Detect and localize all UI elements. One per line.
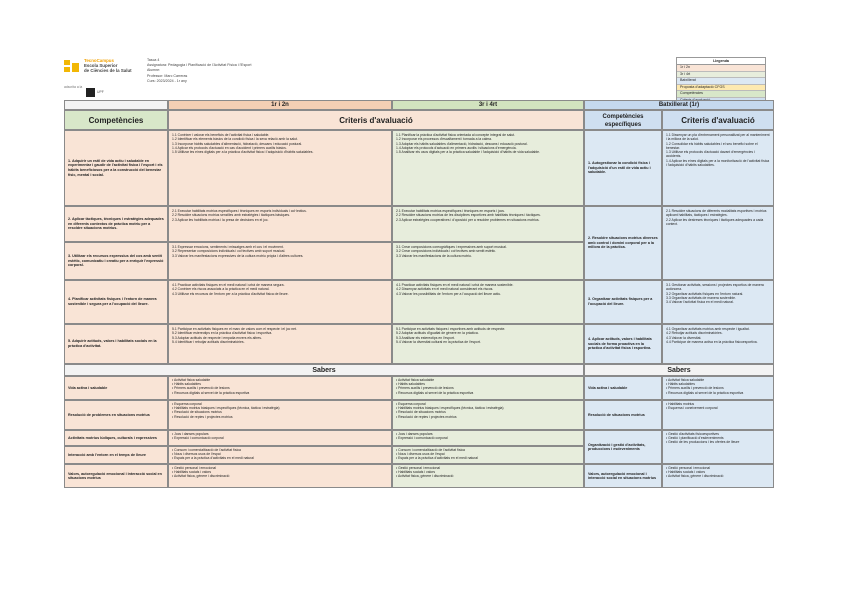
col-competencies-batx: Competències específiques	[584, 110, 662, 130]
legend-item: Batxillerat	[677, 78, 765, 85]
meta-line: Alumne:	[147, 68, 161, 73]
competence-cell-batx: 1. Autogestionar la condició física i l'adquisició d'un estil de vida actiu i saludable.	[584, 130, 662, 206]
saber-content: • Consum i comercialització de l'activitat física • Nous i diversos usos de l'espai • Espais per a la pràctica d'activitats en el medi natural	[168, 446, 392, 464]
saber-content-batx: • Gestió d'activitats físicoesportives • Gestió i planificació d'esdeveniments • Gestió de les produccions i les ofertes de lleure	[662, 430, 774, 464]
legend-item: Competències	[677, 91, 765, 98]
saber-content: • Gestió personal i emocional • Habilitats socials i valors • Activitat física, gènere i discriminació	[168, 464, 392, 488]
criteria-cell-batx: 1.1 Dissenyar un pla d'entrenament personalitzat per al manteniment i la millora de la salut. 1.2 Consolidar els hàbits saludables i el seu benefici sobre el benestar. 1.3 Utilitzar els protocols d'actuació davant d'emergències i accidents. 1.4 Aplicar les eines digitals per a la monitorització de l'activitat física i l'adquisició d'hàbits saludables.	[662, 130, 774, 206]
upf-logo-caption: adscrita a la	[64, 85, 83, 89]
saber-content: • Jocs i danses populars • Expressió i comunicació corporal	[392, 430, 584, 446]
criteria-cell-batx: 3.1 Gestionar activitats, sessions i projectes esportius de manera autònoma. 3.2 Organitzar activitats físiques en l'entorn natural. 3.3 Organitzar activitats de manera sostenible. 3.4 Valorar l'activitat física en el medi natural.	[662, 280, 774, 324]
legend	[676, 57, 766, 105]
document-meta	[147, 58, 251, 84]
saber-content-batx: • Gestió personal i emocional • Habilitats socials i valors • Activitat física, gènere i discriminació	[662, 464, 774, 488]
competence-cell-batx: 4. Aplicar actituds, valors i habilitats socials de forma proactiva en la pràctica d'activitat física i esportiva.	[584, 324, 662, 364]
competence-cell: 1. Adquirir un estil de vida actiu i saludable en experimentar i gaudir de l'activitat física i l'esport i els hàbits beneficiosos per a la construcció del benestar físic, mental i social.	[64, 130, 168, 206]
saber-content-batx: • Activitat física saludable • Hàbits saludables • Primers auxilis i prevenció de lesions • Recursos digitals al servei de la pràctica esportiva	[662, 376, 774, 400]
legend-item: 3r i 4rt	[677, 72, 765, 79]
logo-line-2: Escola Superior	[84, 63, 118, 69]
meta-line: Tasca 4	[147, 58, 160, 62]
criteria-cell: 4.1 Practicar activitats físiques en el medi natural i urbà de manera sostenible. 4.2 Dissenyar activitats en el medi natural considerant els riscos. 4.3 Valorar les possibilitats de l'entorn per a l'ocupació del lleure actiu.	[392, 280, 584, 324]
band-batxillerat: Batxillerat (1r)	[584, 100, 774, 110]
saber-label-batx: Vida activa i saludable	[584, 376, 662, 400]
logo-line-3: de Ciències de la Salut	[84, 68, 132, 74]
competence-cell: 3. Utilitzar els recursos expressius del cos amb sentit estètic, comunicatiu i creatiu per a enriquir l'expressió corporal.	[64, 242, 168, 280]
saber-label-batx: Valors, autoregulació emocional i interacció social en situacions motrius	[584, 464, 662, 488]
saber-label-batx: Resolució de situacions motrius	[584, 400, 662, 430]
upf-logo	[64, 85, 138, 99]
criteria-cell: 3.1 Expressar emocions, sentiments i missatges amb el cos i el moviment. 3.2 Representar composicions individuals i col·lectives amb suport musical. 3.3 Valorar les manifestacions expressives de la cultura motriu pròpia i d'altres cultures.	[168, 242, 392, 280]
competence-cell-batx: 2. Resoldre situacions motrius diverses amb control i domini corporal per a la millora de la pràctica.	[584, 206, 662, 280]
criteria-cell: 5.1 Participar en activitats físiques i esportives amb actituds de respecte. 5.2 Adoptar actituds d'igualtat de gènere en la pràctica. 5.3 Analitzar els estereotips en l'esport. 5.4 Valorar la diversitat cultural en la pràctica de l'esport.	[392, 324, 584, 364]
criteria-cell: 2.1 Executar habilitats motrius específiques i tècniques en esports individuals i col·lectius. 2.2 Resoldre situacions motrius senzilles amb estratègies i tàctiques bàsiques. 2.3 Aplicar les habilitats motrius i la presa de decisions en el joc.	[168, 206, 392, 242]
legend-item: 1r i 2n	[677, 65, 765, 72]
saber-content: • Consum i comercialització de l'activitat física • Nous i diversos usos de l'espai • Espais per a la pràctica d'activitats en el medi natural	[392, 446, 584, 464]
logo-line-1: TecnoCampus	[84, 58, 114, 63]
saber-content: • Activitat física saludable • Hàbits saludables • Primers auxilis i prevenció de lesions • Recursos digitals al servei de la pràctica esportiva	[168, 376, 392, 400]
band-3r-4rt: 3r i 4rt	[392, 100, 584, 110]
saber-label: Interacció amb l'entorn en el temps de lleure	[64, 446, 168, 464]
saber-label-batx: Organització i gestió d'activitats, produccions i esdeveniments	[584, 430, 662, 464]
sabers-heading: Sabers	[64, 364, 584, 376]
band-1r-2n: 1r i 2n	[168, 100, 392, 110]
criteria-cell: 1.1 Planificar la pràctica d'activitat física orientada al concepte integral de salut. 1.2 Incorporar els processos d'escalfament i tornada a la calma. 1.3 Adoptar els hàbits saludables d'alimentació, hidratació, descans i educació postural. 1.4 Adoptar els protocols d'actuació en primers auxilis i situacions d'emergència. 1.5 Analitzar els usos digitals per a la pràctica saludable i l'adquisició d'hàbits de vida saludable.	[392, 130, 584, 206]
legend-item: Proposta d'adaptació CFGS	[677, 85, 765, 92]
tecnocampus-logo-icon	[64, 60, 80, 74]
meta-line: Curs: 2023/2024 - 1r any	[147, 78, 187, 83]
col-criteris-batx: Criteris d'avaluació	[662, 110, 774, 130]
criteria-cell: 2.1 Executar habilitats motrius específiques i tècniques en esports i jocs. 2.2 Resoldre situacions motrius de les disciplines esportives amb habilitats tècniques i tàctiques. 2.3 Aplicar estratègies cooperatives i d'oposició per a resoldre problemes en situacions motrius.	[392, 206, 584, 242]
meta-line: Assignatura: Pedagogia i Planificació de l'Activitat Física i l'Esport	[147, 63, 252, 68]
criteria-cell: 5.1 Participar en activitats físiques en el marc de valors com el respecte i el joc net. 5.2 Identificar estereotips en la pràctica d'activitat física i esportiva. 5.3 Adoptar actituds de respecte i empatia envers els altres. 5.4 Identificar i rebutjar actituds discriminatòries.	[168, 324, 392, 364]
saber-content: • Gestió personal i emocional • Habilitats socials i valors • Activitat física, gènere i discriminació	[392, 464, 584, 488]
competence-cell: 4. Planificar activitats físiques i l'entorn de manera sostenible i segura per a l'ocupació del lleure.	[64, 280, 168, 324]
saber-label: Valors, autoregulació emocional i interacció social en situacions motrius	[64, 464, 168, 488]
legend-title: Llegenda	[677, 58, 765, 65]
saber-content: • Esquema corporal • Habilitats motrius bàsiques i específiques (tècnica, tàctica i estratègia) • Resolució de situacions motrius • Resolució de reptes i projectes motrius	[168, 400, 392, 430]
saber-label: Vida activa i saludable	[64, 376, 168, 400]
saber-content: • Esquema corporal • Habilitats motrius bàsiques i específiques (tècnica, tàctica i estratègia) • Resolució de situacions motrius • Resolució de reptes i projectes motrius	[392, 400, 584, 430]
upf-logo-icon	[86, 88, 95, 97]
upf-logo-name: UPF	[97, 90, 104, 94]
criteria-cell: 1.1 Conèixer i valorar els beneficis de l'activitat física i saludable. 1.2 Identificar els elements bàsics de la condició física i la seva relació amb la salut. 1.3 Incorporar hàbits saludables d'alimentació, hidratació, descans i educació postural. 1.4 Aplicar els protocols d'actuació en cas d'accident i primers auxilis bàsics. 1.5 Utilitzar les eines digitals per a la pràctica d'activitat física i l'adquisició d'hàbits saludables.	[168, 130, 392, 206]
empty-corner	[64, 100, 168, 110]
criteria-cell-batx: 4.1 Organitzar activitats motrius amb respecte i igualtat. 4.2 Rebutjar actituds discriminatòries. 4.3 Valorar la diversitat. 4.4 Participar de manera activa en la pràctica físicoesportiva.	[662, 324, 774, 364]
col-competencies: Competències	[64, 110, 168, 130]
criteria-cell-batx: 2.1 Resoldre situacions de diferents modalitats esportives i motrius aplicant habilitats, tàctiques i estratègies. 2.2 Aplicar les destreses tècniques i tàctiques adequades a cada context.	[662, 206, 774, 280]
saber-content: • Jocs i danses populars • Expressió i comunicació corporal	[168, 430, 392, 446]
saber-label: Activitats motrius lúdiques, culturals i expressives	[64, 430, 168, 446]
competence-cell: 2. Aplicar tàctiques, tècniques i estratègies adequades en diferents contextos de pràctica motriu per a resoldre situacions motrius.	[64, 206, 168, 242]
meta-line: Professor: Marc Carreras	[147, 73, 188, 78]
criteria-cell: 3.1 Crear composicions coreogràfiques i expressives amb suport musical. 3.2 Crear composicions individuals i col·lectives amb sentit estètic. 3.3 Valorar les manifestacions de la cultura motriu.	[392, 242, 584, 280]
saber-content-batx: • Habilitats motrius • Esquema i coneixement corporal	[662, 400, 774, 430]
competence-cell: 5. Adquirir actituds, valors i habilitats socials en la pràctica d'activitat.	[64, 324, 168, 364]
saber-label: Resolució de problemes en situacions motrius	[64, 400, 168, 430]
sabers-heading-batx: Sabers	[584, 364, 774, 376]
col-criteris: Criteris d'avaluació	[168, 110, 584, 130]
criteria-cell: 4.1 Practicar activitats físiques en el medi natural i urbà de manera segura. 4.2 Conèixer els riscos associats a la pràctica en el medi natural. 4.3 Utilitzar els recursos de l'entorn per a la pràctica d'activitat física de lleure.	[168, 280, 392, 324]
saber-content: • Activitat física saludable • Hàbits saludables • Primers auxilis i prevenció de lesions • Recursos digitals al servei de la pràctica esportiva	[392, 376, 584, 400]
competence-cell-batx: 3. Organitzar activitats físiques per a l'ocupació del lleure.	[584, 280, 662, 324]
tecnocampus-logo	[64, 58, 138, 84]
